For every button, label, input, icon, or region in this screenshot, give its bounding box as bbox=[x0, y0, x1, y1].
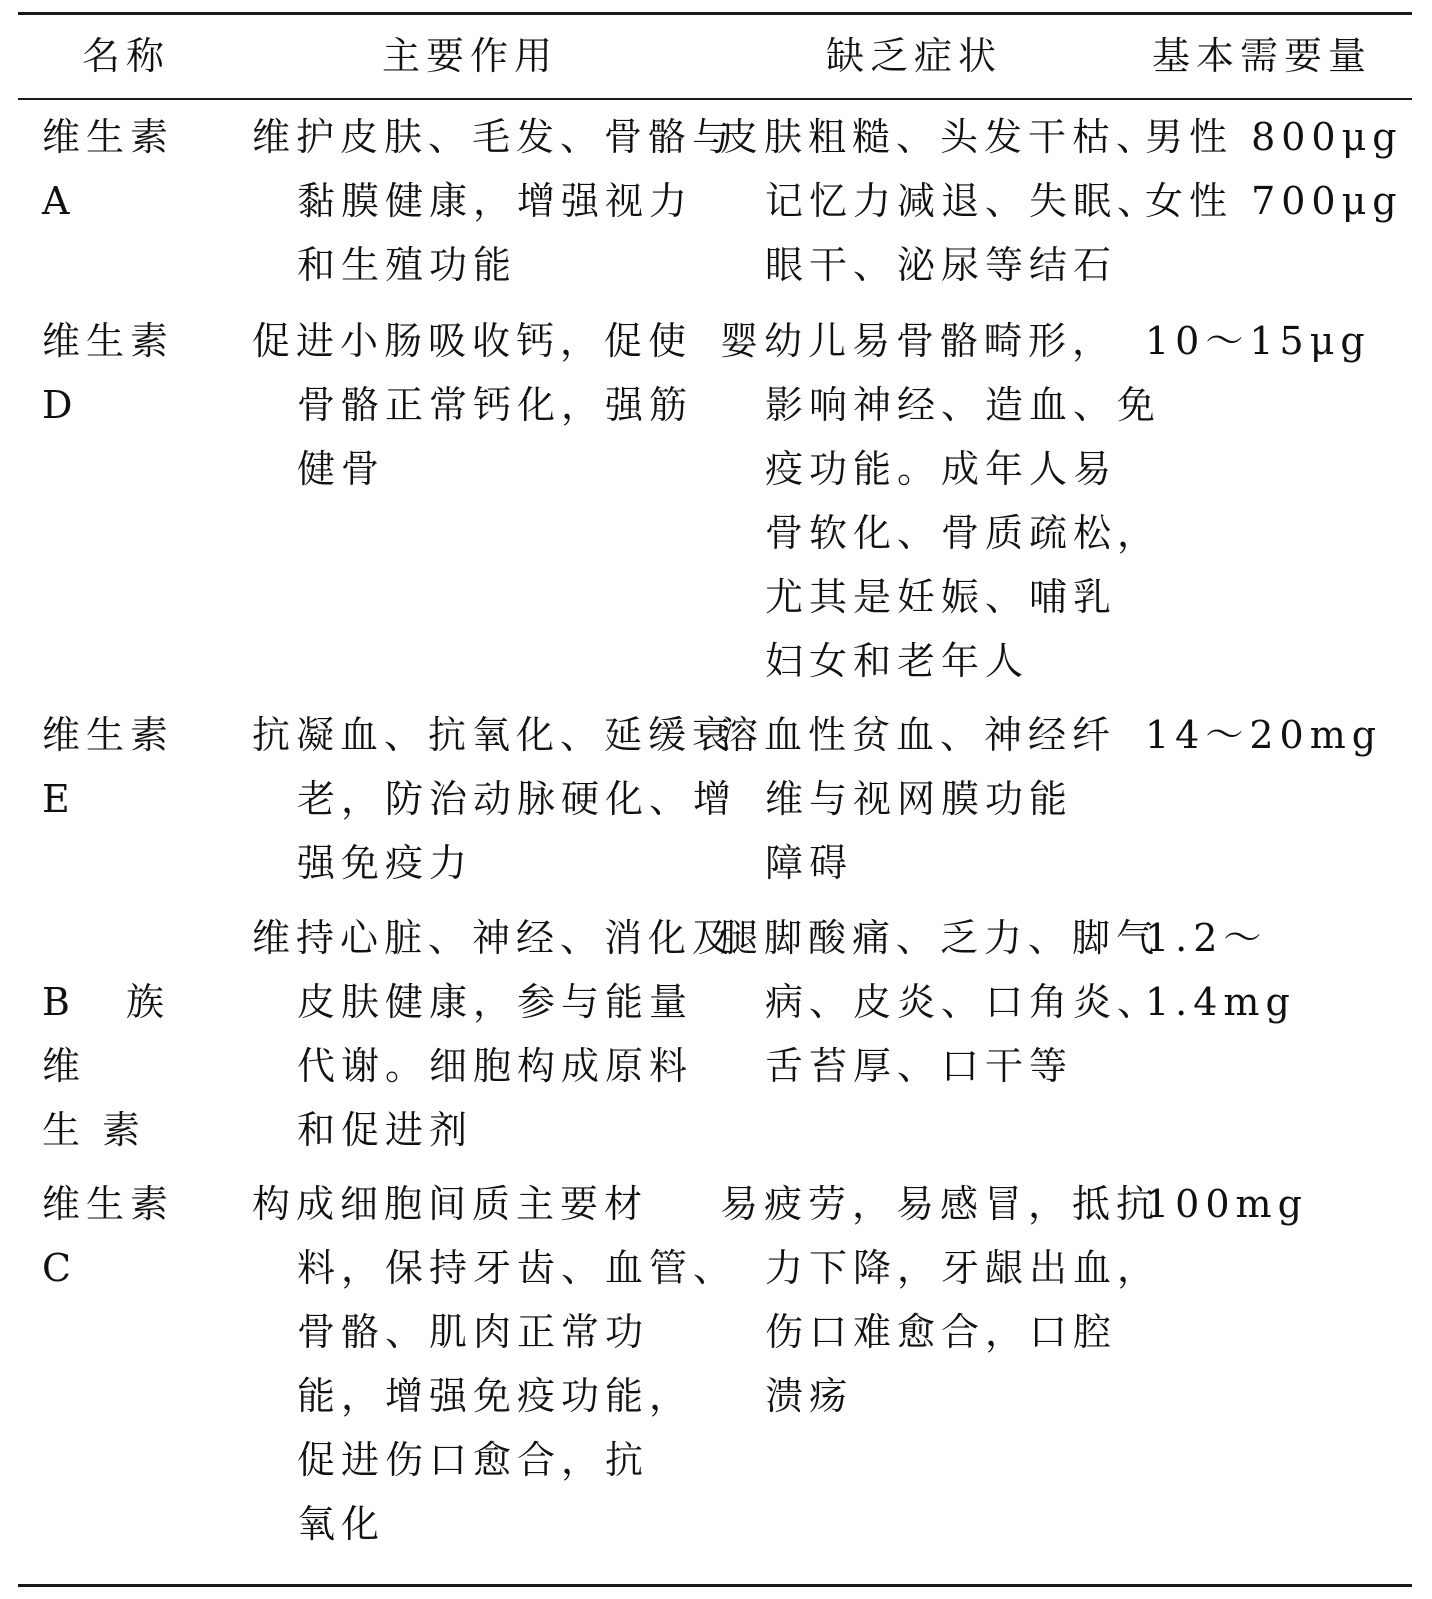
row-e-name: 维生素 E bbox=[42, 713, 175, 821]
row-b-deficiency: 腿脚酸痛、乏力、脚气 病、皮炎、口角炎、 舌苔厚、口干等 bbox=[720, 916, 1162, 1088]
row-c-requirement: 100mg bbox=[1145, 1182, 1308, 1226]
bottom-rule bbox=[18, 1584, 1412, 1587]
header-rule bbox=[18, 98, 1412, 100]
row-c-function: 构成细胞间质主要材 料，保持牙齿、血管、 骨骼、肌肉正常功 能，增强免疫功能， 促进伤口愈合，抗 氧化 bbox=[252, 1182, 738, 1546]
row-a-function: 维护皮肤、毛发、骨骼与 黏膜健康，增强视力 和生殖功能 bbox=[252, 115, 737, 287]
row-a-requirement: 男性 800μg 女性 700μg bbox=[1145, 115, 1403, 223]
row-c-name: 维生素 C bbox=[42, 1182, 175, 1290]
row-e-function: 抗凝血、抗氧化、延缓衰 老，防治动脉硬化、增 强免疫力 bbox=[252, 713, 738, 885]
row-c-deficiency: 易疲劳，易感冒，抵抗 力下降，牙龈出血， 伤口难愈合，口腔 溃疡 bbox=[720, 1182, 1162, 1418]
top-rule bbox=[18, 12, 1412, 15]
row-d-deficiency: 婴幼儿易骨骼畸形， 影响神经、造血、免 疫功能。成年人易 骨软化、骨质疏松， 尤其是妊娠、哺乳 妇女和老年人 bbox=[720, 319, 1162, 683]
row-e-deficiency: 溶血性贫血、神经纤 维与视网膜功能 障碍 bbox=[720, 713, 1117, 885]
header-requirement: 基本需要量 bbox=[1152, 34, 1373, 78]
row-b-requirement: 1.2～1.4mg bbox=[1145, 916, 1296, 1024]
row-d-name: 维生素 D bbox=[42, 319, 175, 427]
header-name: 名称 bbox=[82, 34, 171, 78]
row-d-requirement: 10～15μg bbox=[1145, 319, 1371, 363]
row-b-function: 维持心脏、神经、消化及 皮肤健康，参与能量 代谢。细胞构成原料 和促进剂 bbox=[252, 916, 737, 1152]
row-e-requirement: 14～20mg bbox=[1145, 713, 1383, 757]
row-a-deficiency: 皮肤粗糙、头发干枯、 记忆力减退、失眠、 眼干、泌尿等结石 bbox=[720, 115, 1162, 287]
header-function: 主要作用 bbox=[382, 34, 559, 78]
header-deficiency: 缺乏症状 bbox=[826, 34, 1003, 78]
row-a-name: 维生素 A bbox=[42, 115, 175, 223]
row-b-name-text: B 族维 生素 bbox=[42, 980, 187, 1152]
row-d-function: 促进小肠吸收钙，促使 骨骼正常钙化，强筋 健骨 bbox=[252, 319, 694, 491]
